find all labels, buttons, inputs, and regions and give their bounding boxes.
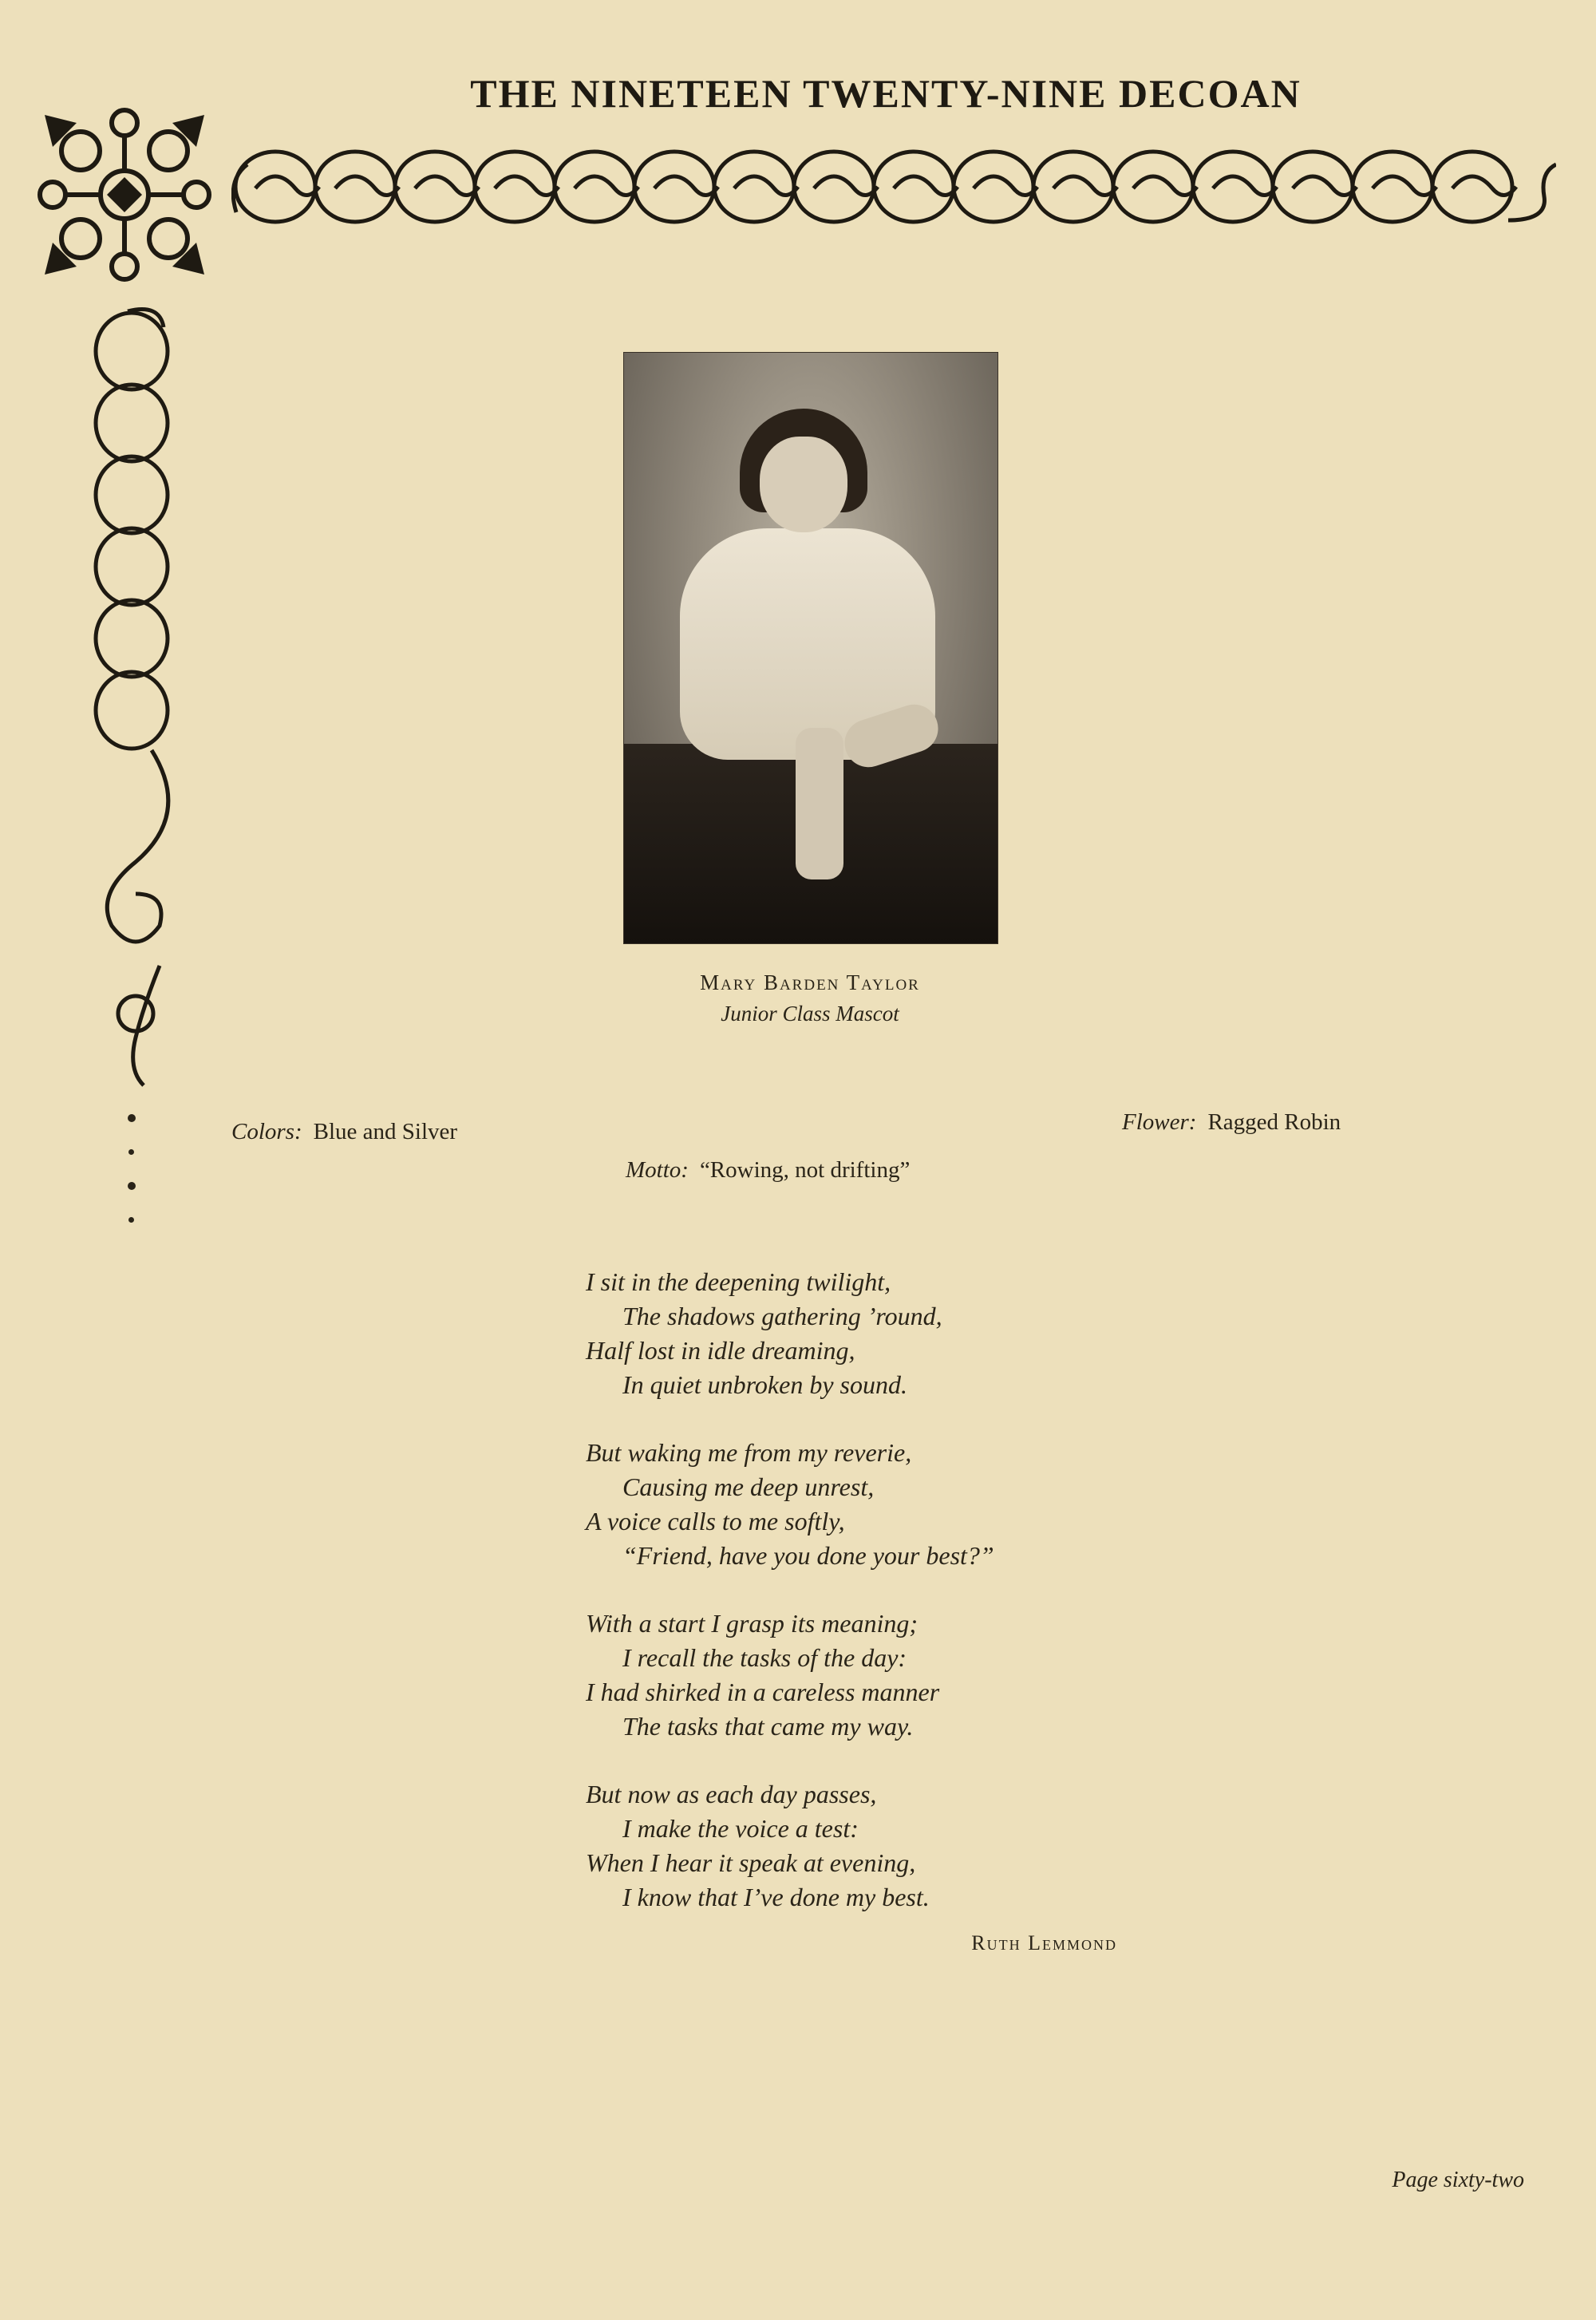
dot [128,1182,136,1190]
class-flower [1122,1109,1341,1136]
poem-author: Ruth Lemmond [971,1931,1117,1954]
child-leg [796,728,843,879]
poem-line: “Friend, have you done your best?” [622,1541,994,1570]
motto-value: “Rowing, not drifting” [699,1157,911,1183]
class-colors [231,1119,457,1145]
poem-line: But now as each day passes, [586,1780,877,1808]
page-number: Page sixty-two [1392,2168,1524,2192]
mascot-photo [624,353,998,943]
flower-label: Flower: [1122,1109,1197,1135]
dot [128,1149,134,1155]
poem-stanza [586,1265,1144,1402]
motto-label: Motto: [626,1157,689,1183]
poem-line: With a start I grasp its meaning; [586,1609,918,1638]
poem-line: The shadows gathering ’round, [622,1302,942,1330]
colors-value: Blue and Silver [313,1119,458,1144]
decorative-dots [128,1114,144,1250]
poem [586,1265,1144,1948]
poem-line: I make the voice a test: [622,1814,859,1843]
dot [128,1114,136,1122]
photo-caption [606,970,1013,1026]
poem-line: I recall the tasks of the day: [622,1643,907,1672]
corner-ornament-icon [29,99,220,290]
poem-stanza [586,1777,1144,1915]
top-scroll-border [231,140,1556,228]
poem-line: Causing me deep unrest, [622,1472,875,1501]
dot [128,1217,134,1223]
poem-line: I had shirked in a careless manner [586,1678,940,1706]
poem-line: I sit in the deepening twilight, [586,1267,891,1296]
colors-label: Colors: [231,1119,302,1144]
class-motto [626,1157,910,1184]
child-face [760,437,847,532]
poem-line: But waking me from my reverie, [586,1438,912,1467]
poem-line: Half lost in idle dreaming, [586,1336,855,1365]
poem-line: A voice calls to me softly, [586,1507,845,1535]
flower-value: Ragged Robin [1207,1109,1341,1135]
mascot-role: Junior Class Mascot [721,1002,899,1026]
poem-line: The tasks that came my way. [622,1712,914,1741]
poem-line: In quiet unbroken by sound. [622,1370,907,1399]
mascot-name: Mary Barden Taylor [700,970,920,994]
poem-line: I know that I’ve done my best. [622,1883,930,1911]
poem-stanza [586,1607,1144,1744]
yearbook-title: THE NINETEEN TWENTY-NINE DECOAN [470,71,1302,116]
left-scroll-border [80,303,192,1101]
poem-line: When I hear it speak at evening, [586,1848,916,1877]
poem-stanza [586,1436,1144,1573]
